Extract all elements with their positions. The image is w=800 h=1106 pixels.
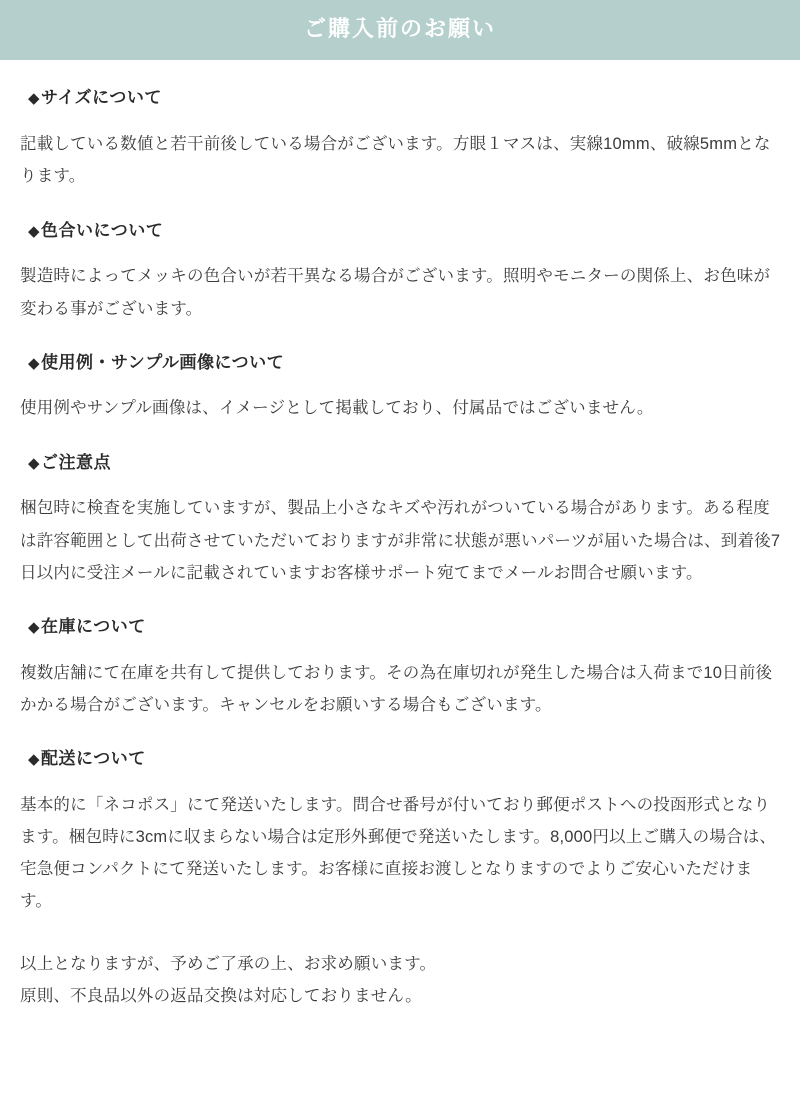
section-heading-sample-image [28, 351, 784, 375]
section-stock [16, 615, 784, 721]
section-body-sample-image-text: 使用例やサンプル画像は、イメージとして掲載しており、付属品ではございません。 [20, 399, 654, 418]
closing-note [20, 948, 784, 1012]
section-heading-caution-label: ご注意点 [41, 452, 112, 472]
section-size [16, 86, 784, 192]
diamond-icon: ◆ [28, 222, 41, 240]
section-caution [16, 451, 784, 589]
section-body-caution-text: 梱包時に検査を実施していますが、製品上小さなキズや汚れがついている場合があります。ある程度は許容範囲として出荷させていただいておりますが非常に状態が悪いパーツが届いた場合は、到着後7日以内に受注メールに記載されていますお客様サポート宛てまでメールお問合せ願います。 [20, 499, 781, 582]
diamond-icon: ◆ [28, 354, 41, 372]
section-heading-color [28, 219, 784, 243]
section-heading-caution [28, 451, 784, 475]
section-body-size [20, 128, 784, 192]
section-color [16, 219, 784, 325]
section-heading-stock [28, 615, 784, 639]
section-body-size-text: 記載している数値と若干前後している場合がございます。方眼１マスは、実線10mm、破線5mmとなります。 [20, 135, 771, 186]
diamond-icon: ◆ [28, 90, 41, 108]
section-heading-stock-label: 在庫について [41, 616, 146, 636]
section-body-stock-text: 複数店舗にて在庫を共有して提供しております。その為在庫切れが発生した場合は入荷まで10日前後かかる場合がございます。キャンセルをお願いする場合もございます。 [20, 663, 773, 714]
section-sample-image [16, 351, 784, 425]
section-heading-size [28, 86, 784, 110]
page-title: ご購入前のお願い [0, 0, 800, 60]
closing-line-1: 以上となりますが、予めご了承の上、お求め願います。 [20, 954, 437, 973]
section-body-sample-image [20, 392, 784, 424]
diamond-icon: ◆ [28, 618, 41, 636]
section-body-stock [20, 657, 784, 721]
section-body-shipping-text: 基本的に「ネコポス」にて発送いたします。問合せ番号が付いており郵便ポストへの投函形式となります。梱包時に3cmに収まらない場合は定形外郵便で発送いたします。8,000円以上ご購入の場合は、宅急便コンパクトにて発送いたします。お客様に直接お渡しとなりますのでよりご安心いただけます。 [20, 795, 777, 911]
section-heading-size-label: サイズについて [41, 88, 162, 108]
section-body-shipping [20, 789, 784, 918]
notice-content [0, 86, 800, 1032]
closing-line-2: 原則、不良品以外の返品交換は対応しておりません。 [20, 986, 422, 1005]
diamond-icon: ◆ [28, 454, 41, 472]
section-shipping [16, 747, 784, 917]
section-body-color [20, 260, 784, 324]
diamond-icon: ◆ [28, 751, 41, 769]
section-heading-shipping-label: 配送について [41, 749, 146, 769]
section-body-color-text: 製造時によってメッキの色合いが若干異なる場合がございます。照明やモニターの関係上、お色味が変わる事がございます。 [20, 267, 771, 318]
section-heading-color-label: 色合いについて [41, 220, 164, 240]
section-body-caution [20, 492, 784, 589]
section-heading-sample-image-label: 使用例・サンプル画像について [41, 352, 285, 372]
section-heading-shipping [28, 747, 784, 771]
